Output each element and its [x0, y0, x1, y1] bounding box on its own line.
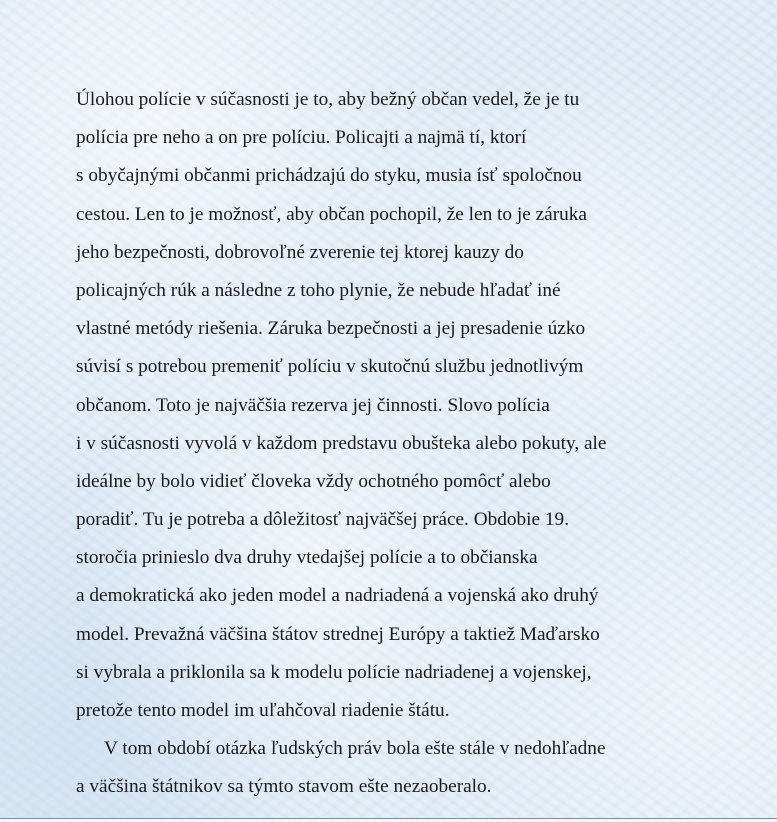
text-line: si vybrala a priklonila sa k modelu polície nadriadenej a vojenskej, — [76, 661, 592, 683]
text-line: jeho bezpečnosti, dobrovoľné zverenie tej ktorej kauzy do — [76, 241, 524, 263]
text-line: polícia pre neho a on pre políciu. Policajti a najmä tí, ktorí — [76, 127, 527, 149]
text-line: a demokratická ako jeden model a nadriadená a vojenská ako druhý — [76, 585, 599, 607]
text-line: cestou. Len to je možnosť, aby občan pochopil, že len to je záruka — [76, 203, 587, 225]
text-line: poradiť. Tu je potreba a dôležitosť najväčšej práce. Obdobie 19. — [76, 509, 570, 531]
text-line: občanom. Toto je najväčšia rezerva jej činnosti. Slovo polícia — [76, 394, 550, 416]
text-line: ideálne by bolo vidieť človeka vždy ochotného pomôcť alebo — [76, 470, 551, 492]
text-line: vlastné metódy riešenia. Záruka bezpečnosti a jej presadenie úzko — [76, 318, 586, 340]
text-line: policajných rúk a následne z toho plynie, že nebude hľadať iné — [76, 279, 561, 301]
text-line: i v súčasnosti vyvolá v každom predstavu obušteka alebo pokuty, ale — [76, 432, 607, 454]
text-line: storočia prinieslo dva druhy vtedajšej polície a to občianska — [76, 547, 538, 569]
text-line: a väčšina štátnikov sa týmto stavom ešte nezaoberalo. — [76, 776, 492, 798]
paragraph-start-line: V tom období otázka ľudských práv bola ešte stále v nedohľadne — [104, 738, 606, 760]
text-line: Úlohou polície v súčasnosti je to, aby bežný občan vedel, že je tu — [76, 89, 580, 110]
body-text — [76, 81, 736, 807]
text-line: s obyčajnými občanmi prichádzajú do styku, musia ísť spoločnou — [76, 165, 582, 187]
text-line: model. Prevažná väčšina štátov strednej Európy a taktiež Maďarsko — [76, 623, 600, 645]
text-line: súvisí s potrebou premeniť políciu v skutočnú službu jednotlivým — [76, 356, 584, 378]
text-line: pretože tento model im uľahčoval riadenie štátu. — [76, 700, 450, 721]
